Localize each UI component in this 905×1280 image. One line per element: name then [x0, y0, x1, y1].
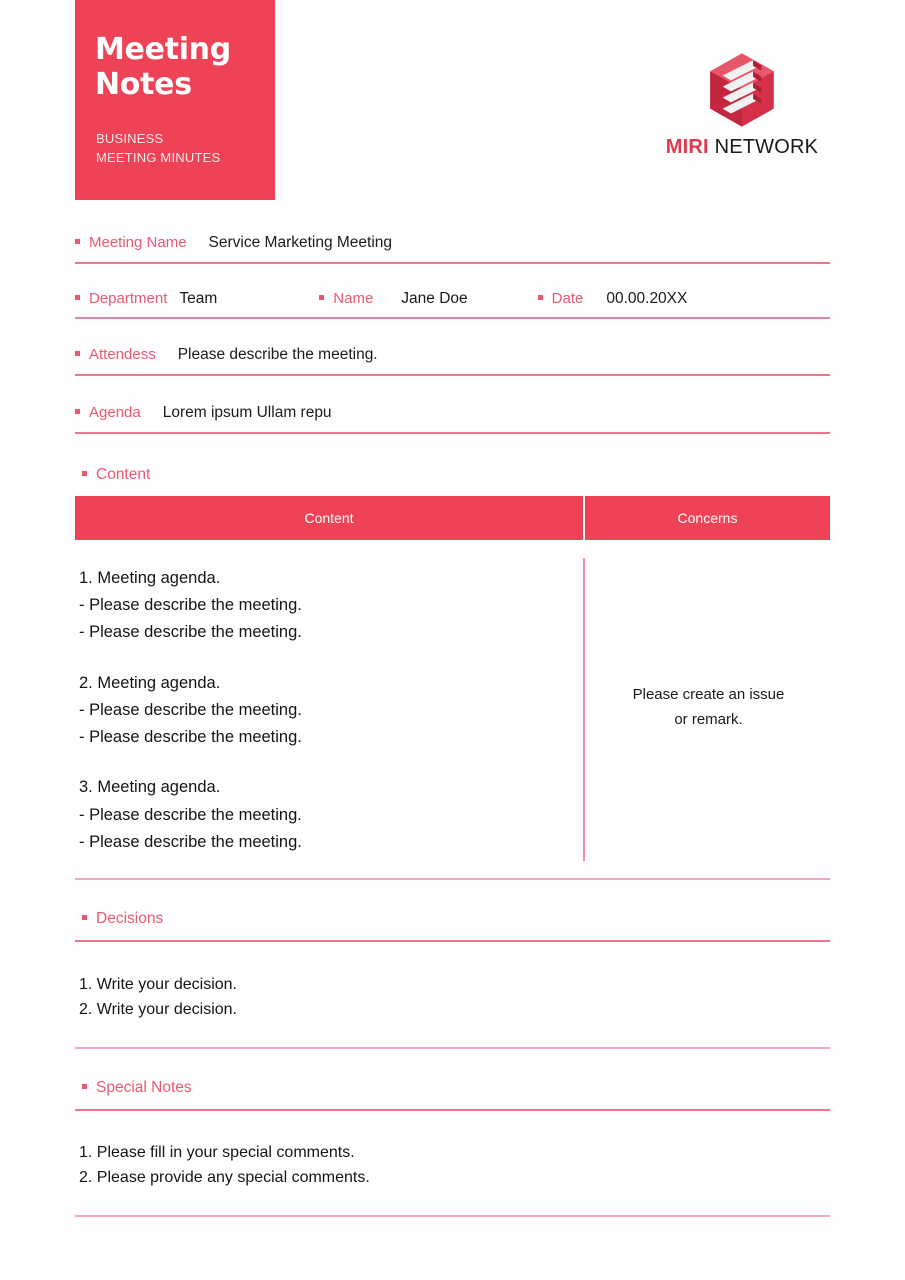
- rule-above-special-notes: [75, 1047, 830, 1049]
- rule-bottom: [75, 1215, 830, 1217]
- bullet-square-icon: [319, 295, 324, 300]
- concerns-text-line1: Please create an issue: [632, 685, 785, 703]
- rule-under-special-notes-heading: [75, 1109, 830, 1111]
- hexagon-stripes-logo-icon: [707, 52, 777, 128]
- section-heading-special-notes: [82, 1079, 192, 1097]
- rule-under-department-row: [75, 317, 830, 319]
- bullet-square-icon: [538, 295, 543, 300]
- content-table-body: [75, 540, 830, 875]
- section-heading-decisions: [82, 910, 163, 928]
- content-group: [79, 565, 569, 647]
- table-column-divider: [583, 558, 585, 861]
- column-header-concerns: Concerns: [677, 510, 738, 526]
- department-label: Department: [89, 290, 168, 307]
- content-group-item: - Please describe the meeting.: [79, 728, 302, 747]
- content-group: [79, 670, 569, 752]
- special-notes-heading-label: Special Notes: [96, 1079, 192, 1096]
- date-value: 00.00.20XX: [606, 290, 688, 307]
- bullet-square-icon: [75, 351, 80, 356]
- content-group-item: - Please describe the meeting.: [79, 596, 302, 615]
- bullet-square-icon: [75, 295, 80, 300]
- bullet-square-icon: [82, 471, 87, 476]
- document-title: [95, 32, 263, 102]
- field-agenda[interactable]: [75, 404, 830, 422]
- rule-under-decisions-heading: [75, 940, 830, 942]
- content-group-item: - Please describe the meeting.: [79, 623, 302, 642]
- content-table-header: [75, 496, 830, 540]
- special-notes-list-item: 2. Please provide any special comments.: [79, 1168, 370, 1186]
- special-notes-list[interactable]: [79, 1141, 779, 1191]
- agenda-value: Lorem ipsum Ullam repu: [162, 404, 332, 421]
- logo-brand-text: MIRI: [665, 136, 709, 158]
- content-column-cell[interactable]: [79, 565, 569, 856]
- content-group-item: - Please describe the meeting.: [79, 832, 302, 851]
- concerns-column-cell[interactable]: [587, 540, 830, 875]
- field-department-name-date[interactable]: [75, 290, 830, 308]
- document-title-line1: Meeting: [95, 32, 231, 67]
- rule-under-attendess: [75, 374, 830, 376]
- agenda-label: Agenda: [89, 404, 141, 421]
- field-meeting-name[interactable]: [75, 234, 830, 252]
- decisions-heading-label: Decisions: [96, 910, 164, 927]
- section-heading-content: [82, 466, 150, 484]
- document-subtitle-line2: MEETING MINUTES: [96, 149, 221, 165]
- document-subtitle-line1: BUSINESS: [96, 131, 164, 146]
- content-group-title: 3. Meeting agenda.: [79, 778, 221, 797]
- bullet-square-icon: [75, 409, 80, 414]
- document-subtitle: [96, 130, 220, 168]
- attendess-value: Please describe the meeting.: [177, 346, 378, 363]
- bullet-square-icon: [82, 1084, 87, 1089]
- content-group-title: 1. Meeting agenda.: [79, 569, 221, 587]
- company-logo: [652, 52, 832, 164]
- content-group-title: 2. Meeting agenda.: [79, 673, 221, 692]
- name-label: Name: [333, 290, 374, 307]
- bullet-square-icon: [75, 239, 80, 244]
- column-header-content: Content: [304, 510, 354, 526]
- bullet-square-icon: [82, 915, 87, 920]
- concerns-text-line2: or remark.: [674, 710, 743, 728]
- content-group-item: - Please describe the meeting.: [79, 805, 302, 824]
- decisions-list-item: 2. Write your decision.: [79, 1000, 237, 1018]
- content-group-item: - Please describe the meeting.: [79, 700, 302, 719]
- decisions-list-item: 1. Write your decision.: [79, 976, 237, 993]
- field-attendess[interactable]: [75, 346, 830, 364]
- meeting-name-value: Service Marketing Meeting: [208, 234, 393, 251]
- content-heading-label: Content: [96, 466, 151, 483]
- meeting-name-label: Meeting Name: [89, 234, 187, 251]
- document-title-line2: Notes: [95, 67, 192, 103]
- logo-suffix-text: NETWORK: [708, 136, 819, 158]
- rule-under-agenda: [75, 432, 830, 434]
- name-value: Jane Doe: [401, 290, 468, 307]
- special-notes-list-item: 1. Please fill in your special comments.: [79, 1144, 355, 1161]
- decisions-list[interactable]: [79, 973, 779, 1023]
- attendess-label: Attendess: [89, 346, 156, 363]
- department-value: Team: [179, 290, 218, 307]
- content-group: [79, 774, 569, 856]
- date-label: Date: [551, 290, 584, 307]
- header-banner: [75, 0, 275, 200]
- rule-above-decisions: [75, 878, 830, 880]
- logo-wordmark: [666, 136, 818, 159]
- rule-under-meeting-name: [75, 262, 830, 264]
